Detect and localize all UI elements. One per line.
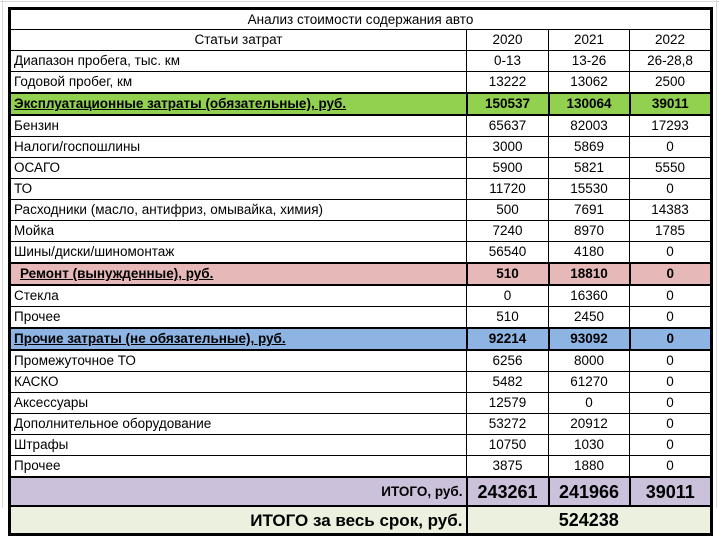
row-value-cell[interactable]: 5482 <box>467 372 549 393</box>
row-label-cell[interactable] <box>10 93 467 115</box>
row-label: Дополнительное оборудование <box>14 416 212 432</box>
row-label-cell[interactable] <box>10 263 467 285</box>
row-value-cell[interactable]: 0 <box>630 435 712 456</box>
row-value-cell[interactable]: 1030 <box>549 435 630 456</box>
row-value-cell[interactable]: 5821 <box>549 158 630 179</box>
row-label: Промежуточное ТО <box>14 353 136 369</box>
grand-total-row <box>10 506 712 535</box>
row-value-cell[interactable]: 0 <box>630 263 712 285</box>
grand-total-value-cell[interactable]: 524238 <box>467 506 712 535</box>
table-row <box>10 115 712 137</box>
row-value-cell[interactable]: 92214 <box>467 328 549 350</box>
row-value-cell[interactable]: 93092 <box>549 328 630 350</box>
row-label: ОСАГО <box>14 160 61 176</box>
row-value-cell[interactable]: 0 <box>630 350 712 372</box>
row-label: Расходники (масло, антифриз, омывайка, химия) <box>14 202 323 218</box>
row-label-cell[interactable] <box>10 393 467 414</box>
row-label-cell[interactable] <box>10 158 467 179</box>
year-header-cell[interactable]: 2020 <box>467 30 549 51</box>
row-value-cell[interactable]: 82003 <box>549 115 630 137</box>
table-row <box>10 72 712 94</box>
row-value-cell[interactable]: 0 <box>630 179 712 200</box>
row-value-cell[interactable]: 0 <box>630 285 712 307</box>
row-value-cell[interactable]: 13-26 <box>549 51 630 72</box>
row-label: ТО <box>14 181 33 197</box>
table-row <box>10 51 712 72</box>
row-label-cell[interactable] <box>10 179 467 200</box>
row-value-cell[interactable]: 0 <box>630 372 712 393</box>
row-value-cell[interactable]: 0 <box>630 307 712 329</box>
totals-label-cell[interactable]: ИТОГО, руб. <box>10 477 467 506</box>
row-value-cell[interactable]: 0 <box>630 137 712 158</box>
table-header-row <box>10 30 712 51</box>
table-title[interactable]: Анализ стоимости содержания авто <box>10 9 712 30</box>
row-label-cell[interactable] <box>10 115 467 137</box>
row-label-cell[interactable] <box>10 242 467 264</box>
row-label: Аксессуары <box>14 395 89 411</box>
row-value-cell[interactable]: 5900 <box>467 158 549 179</box>
row-value-cell[interactable]: 7691 <box>549 200 630 221</box>
table-row <box>10 158 712 179</box>
table-row <box>10 350 712 372</box>
row-value-cell[interactable]: 61270 <box>549 372 630 393</box>
row-value-cell[interactable]: 13062 <box>549 72 630 94</box>
table-row <box>10 221 712 242</box>
row-value-cell[interactable]: 65637 <box>467 115 549 137</box>
row-value-cell[interactable]: 5869 <box>549 137 630 158</box>
row-label-cell[interactable] <box>10 328 467 350</box>
row-label-cell[interactable] <box>10 435 467 456</box>
row-label: Прочее <box>14 458 61 474</box>
table-title-row <box>10 9 712 30</box>
row-label: Эксплуатационные затраты (обязательные), руб. <box>14 96 347 112</box>
row-value-cell[interactable]: 0 <box>630 393 712 414</box>
row-value-cell[interactable]: 510 <box>467 263 549 285</box>
row-value-cell[interactable]: 14383 <box>630 200 712 221</box>
row-value-cell[interactable]: 12579 <box>467 393 549 414</box>
row-value-cell[interactable]: 26-28,8 <box>630 51 712 72</box>
table-row <box>10 456 712 478</box>
table-row <box>10 137 712 158</box>
year-header-cell[interactable]: 2021 <box>549 30 630 51</box>
row-value-cell[interactable]: 18810 <box>549 263 630 285</box>
row-label-cell[interactable] <box>10 137 467 158</box>
table-row <box>10 393 712 414</box>
row-value-cell[interactable]: 130064 <box>549 93 630 115</box>
row-value-cell[interactable]: 1880 <box>549 456 630 478</box>
row-label-cell[interactable] <box>10 372 467 393</box>
table-row <box>10 372 712 393</box>
row-value-cell[interactable]: 2500 <box>630 72 712 94</box>
row-label-cell[interactable] <box>10 350 467 372</box>
row-value-cell[interactable]: 0 <box>630 242 712 264</box>
row-value-cell[interactable]: 150537 <box>467 93 549 115</box>
row-value-cell[interactable]: 510 <box>467 307 549 329</box>
row-value-cell[interactable]: 17293 <box>630 115 712 137</box>
row-value-cell[interactable]: 15530 <box>549 179 630 200</box>
table-row <box>10 328 712 350</box>
excel-gridline-left <box>2 0 3 508</box>
table-body <box>10 51 712 478</box>
row-label-cell[interactable] <box>10 456 467 478</box>
table-row <box>10 179 712 200</box>
row-value-cell[interactable]: 8970 <box>549 221 630 242</box>
row-value-cell[interactable]: 2450 <box>549 307 630 329</box>
table-row <box>10 285 712 307</box>
row-value-cell[interactable]: 500 <box>467 200 549 221</box>
totals-value-cell[interactable]: 39011 <box>630 477 712 506</box>
row-value-cell[interactable]: 1785 <box>630 221 712 242</box>
row-label: Годовой пробег, км <box>14 74 133 90</box>
row-value-cell[interactable]: 0-13 <box>467 51 549 72</box>
row-label-cell[interactable] <box>10 200 467 221</box>
year-header-cell[interactable]: 2022 <box>630 30 712 51</box>
row-label: Шины/диски/шиномонтаж <box>14 244 175 260</box>
row-label: Бензин <box>14 118 60 134</box>
row-value-cell[interactable]: 0 <box>549 393 630 414</box>
excel-gridline-right <box>716 0 717 508</box>
row-label-cell[interactable] <box>10 51 467 72</box>
table-row <box>10 200 712 221</box>
row-label: Прочее <box>14 309 61 325</box>
grand-total-label-cell[interactable]: ИТОГО за весь срок, руб. <box>10 506 467 535</box>
row-label-cell[interactable] <box>10 221 467 242</box>
row-value-cell[interactable]: 53272 <box>467 414 549 435</box>
totals-value-cell[interactable]: 243261 <box>467 477 549 506</box>
row-label-cell[interactable] <box>10 414 467 435</box>
row-label: Налоги/госпошлины <box>14 139 141 155</box>
row-value-cell[interactable]: 20912 <box>549 414 630 435</box>
car-cost-table <box>8 7 713 536</box>
row-label: КАСКО <box>14 374 59 390</box>
row-value-cell[interactable]: 13222 <box>467 72 549 94</box>
table-row <box>10 435 712 456</box>
row-value-cell[interactable]: 0 <box>630 414 712 435</box>
row-label: Диапазон пробега, тыс. км <box>14 53 180 69</box>
table-row <box>10 93 712 115</box>
row-label: Ремонт (вынужденные), руб. <box>20 266 214 282</box>
excel-gridline-top <box>0 1 719 2</box>
header-items-label-cell[interactable]: Статьи затрат <box>10 30 467 51</box>
totals-row <box>10 477 712 506</box>
table-row <box>10 263 712 285</box>
row-label-cell[interactable] <box>10 72 467 94</box>
row-label: Стекла <box>14 288 59 304</box>
row-value-cell[interactable]: 4180 <box>549 242 630 264</box>
row-value-cell[interactable]: 39011 <box>630 93 712 115</box>
row-label: Прочие затраты (не обязательные), руб. <box>14 331 286 347</box>
row-label-cell[interactable] <box>10 285 467 307</box>
row-value-cell[interactable]: 7240 <box>467 221 549 242</box>
row-value-cell[interactable]: 8000 <box>549 350 630 372</box>
row-value-cell[interactable]: 16360 <box>549 285 630 307</box>
row-value-cell[interactable]: 6256 <box>467 350 549 372</box>
row-value-cell[interactable]: 10750 <box>467 435 549 456</box>
table-row <box>10 242 712 264</box>
table-row <box>10 414 712 435</box>
row-value-cell[interactable]: 0 <box>467 285 549 307</box>
row-value-cell[interactable]: 5550 <box>630 158 712 179</box>
row-value-cell[interactable]: 0 <box>630 456 712 478</box>
row-value-cell[interactable]: 56540 <box>467 242 549 264</box>
row-value-cell[interactable]: 3000 <box>467 137 549 158</box>
row-value-cell[interactable]: 11720 <box>467 179 549 200</box>
table-row <box>10 307 712 329</box>
row-label-cell[interactable] <box>10 307 467 329</box>
row-label: Мойка <box>14 223 55 239</box>
row-value-cell[interactable]: 3875 <box>467 456 549 478</box>
row-label: Штрафы <box>14 437 69 453</box>
row-value-cell[interactable]: 0 <box>630 328 712 350</box>
totals-value-cell[interactable]: 241966 <box>549 477 630 506</box>
